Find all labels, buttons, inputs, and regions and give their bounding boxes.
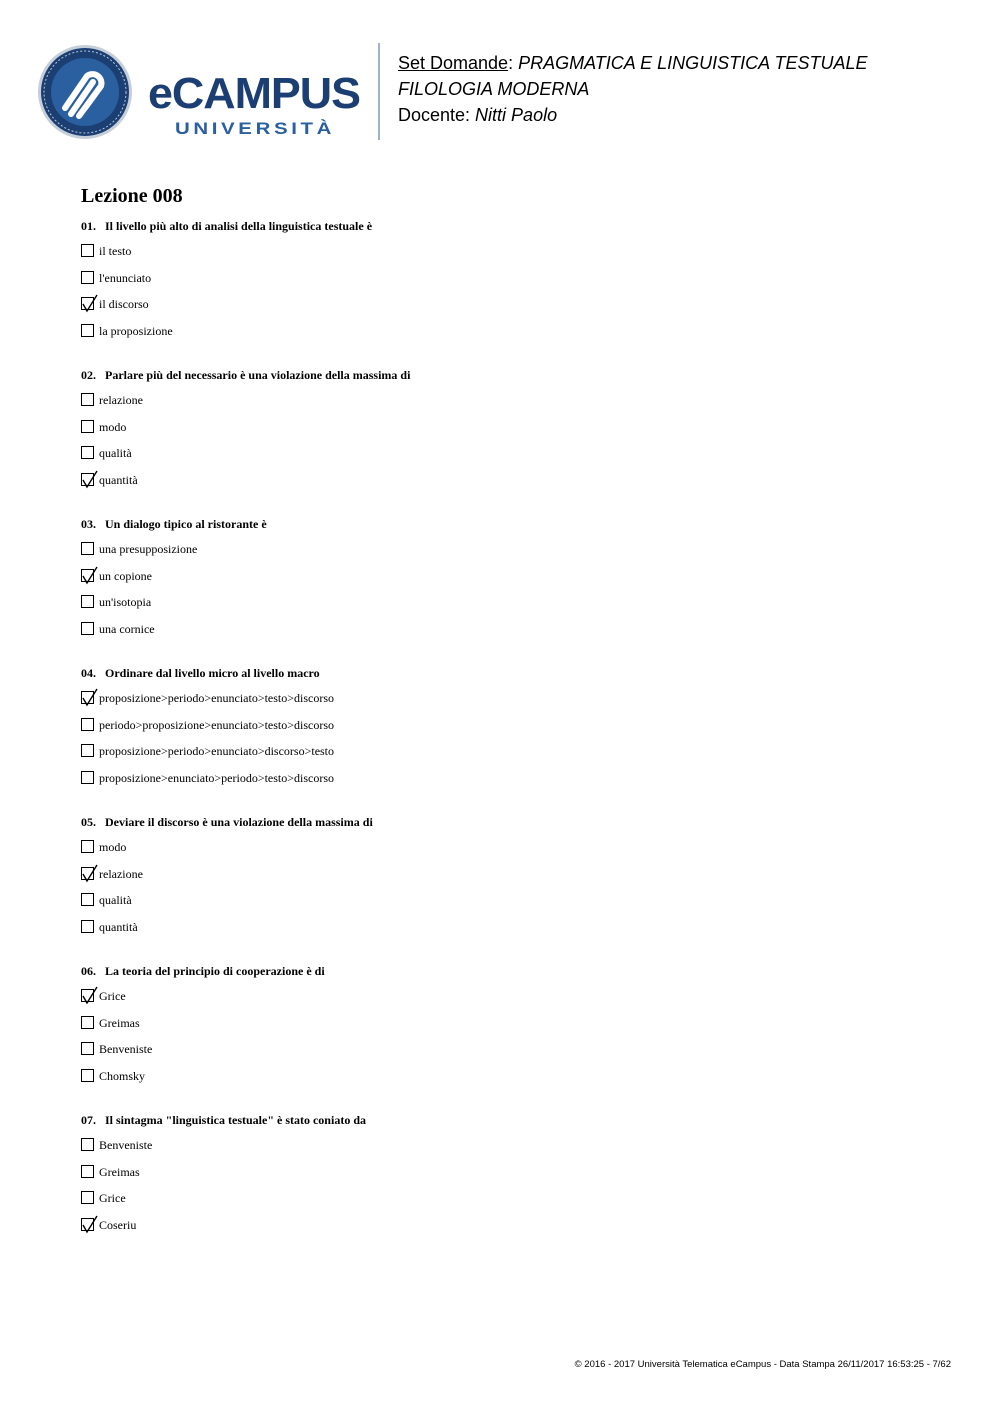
answer-option[interactable]	[81, 1068, 941, 1095]
answer-option[interactable]	[81, 690, 941, 717]
checkbox[interactable]	[81, 595, 94, 608]
course-title: PRAGMATICA E LINGUISTICA TESTUALE	[518, 53, 868, 73]
course-info	[398, 50, 868, 128]
set-label: Set Domande	[398, 53, 509, 73]
checkbox[interactable]	[81, 542, 94, 555]
question-number: 05.	[81, 815, 96, 829]
check-mark-icon	[81, 986, 99, 1004]
question-text	[81, 1112, 941, 1128]
option-label: Chomsky	[99, 1068, 146, 1083]
answer-option[interactable]	[81, 1164, 941, 1191]
question-number: 06.	[81, 964, 96, 978]
checkbox[interactable]	[81, 920, 94, 933]
header-divider	[378, 43, 380, 140]
check-mark-icon	[81, 1215, 99, 1233]
option-label: un'isotopia	[99, 595, 152, 609]
checkbox-checked[interactable]	[81, 691, 94, 704]
question-text	[81, 963, 941, 979]
question-text	[81, 367, 941, 383]
option-label: Greimas	[99, 1164, 140, 1179]
question-prompt: Deviare il discorso è una violazione della massima di	[105, 815, 373, 829]
question-number: 04.	[81, 666, 96, 680]
checkbox[interactable]	[81, 393, 94, 406]
checkbox-checked[interactable]	[81, 989, 94, 1002]
answer-option[interactable]	[81, 1137, 941, 1164]
option-label: periodo>proposizione>enunciato>testo>discorso	[99, 717, 335, 732]
question-prompt: Il livello più alto di analisi della linguistica testuale è	[105, 219, 373, 233]
question	[81, 814, 941, 945]
option-label: proposizione>periodo>enunciato>discorso>testo	[99, 744, 335, 758]
option-label: il testo	[99, 244, 132, 258]
checkbox[interactable]	[81, 420, 94, 433]
question-prompt: La teoria del principio di cooperazione è di	[105, 964, 325, 978]
option-label: Benveniste	[99, 1042, 153, 1056]
option-label: qualità	[99, 893, 132, 907]
set-separator: :	[508, 53, 519, 73]
option-label: relazione	[99, 866, 143, 881]
answer-option[interactable]	[81, 892, 941, 919]
check-mark-icon	[81, 470, 99, 488]
lesson-title: Lezione 008	[81, 185, 183, 207]
answer-option[interactable]	[81, 866, 941, 893]
option-label: proposizione>periodo>enunciato>testo>discorso	[99, 691, 335, 705]
check-mark-icon	[81, 864, 99, 882]
option-label: Greimas	[99, 1015, 140, 1030]
logo-subtitle: UNIVERSITÀ	[175, 119, 335, 138]
question-prompt: Il sintagma "linguistica testuale" è stato coniato da	[105, 1113, 366, 1127]
page-header	[0, 0, 1000, 160]
option-label: Coseriu	[99, 1217, 137, 1232]
question	[81, 516, 941, 647]
answer-option[interactable]	[81, 717, 941, 744]
option-label: relazione	[99, 393, 143, 407]
question-list	[81, 218, 941, 1261]
answer-option[interactable]	[81, 243, 941, 270]
check-mark-icon	[81, 566, 99, 584]
answer-option[interactable]	[81, 839, 941, 866]
checkbox-checked[interactable]	[81, 569, 94, 582]
question-number: 01.	[81, 219, 96, 233]
answer-option[interactable]	[81, 988, 941, 1015]
option-label: Grice	[99, 989, 126, 1003]
question	[81, 1112, 941, 1243]
option-label: modo	[99, 419, 127, 434]
option-label: una cornice	[99, 621, 155, 636]
answer-option[interactable]	[81, 568, 941, 595]
answer-option[interactable]	[81, 392, 941, 419]
question	[81, 963, 941, 1094]
answer-option[interactable]	[81, 919, 941, 946]
answer-option[interactable]	[81, 296, 941, 323]
logo-wordmark: eCAMPUS	[148, 69, 360, 118]
question	[81, 218, 941, 349]
option-label: la proposizione	[99, 323, 173, 338]
checkbox[interactable]	[81, 622, 94, 635]
option-label: un copione	[99, 568, 152, 583]
answer-option[interactable]	[81, 541, 941, 568]
teacher-label: Docente:	[398, 105, 476, 125]
answer-option[interactable]	[81, 323, 941, 350]
answer-option[interactable]	[81, 770, 941, 797]
answer-option[interactable]	[81, 1217, 941, 1244]
option-label: Grice	[99, 1191, 126, 1205]
question	[81, 367, 941, 498]
answer-option[interactable]	[81, 445, 941, 472]
answer-option[interactable]	[81, 1015, 941, 1042]
answer-option[interactable]	[81, 270, 941, 297]
answer-option[interactable]	[81, 743, 941, 770]
option-label: Benveniste	[99, 1138, 153, 1152]
answer-option[interactable]	[81, 621, 941, 648]
question	[81, 665, 941, 796]
checkbox[interactable]	[81, 718, 94, 731]
ecampus-logo	[35, 42, 365, 142]
question-text	[81, 218, 941, 234]
answer-option[interactable]	[81, 594, 941, 621]
answer-option[interactable]	[81, 1190, 941, 1217]
checkbox[interactable]	[81, 893, 94, 906]
question-number: 02.	[81, 368, 96, 382]
page-footer: © 2016 - 2017 Università Telematica eCampus - Data Stampa 26/11/2017 16:53:25 - 7/62	[574, 1359, 951, 1370]
checkbox[interactable]	[81, 324, 94, 337]
checkbox[interactable]	[81, 744, 94, 757]
checkbox[interactable]	[81, 271, 94, 284]
checkbox[interactable]	[81, 1016, 94, 1029]
question-prompt: Ordinare dal livello micro al livello macro	[105, 666, 320, 680]
course-subtitle: FILOLOGIA MODERNA	[398, 79, 590, 99]
check-mark-icon	[81, 688, 99, 706]
checkbox[interactable]	[81, 1042, 94, 1055]
checkbox-checked[interactable]	[81, 867, 94, 880]
question-number: 07.	[81, 1113, 96, 1127]
checkbox[interactable]	[81, 1191, 94, 1204]
checkbox[interactable]	[81, 1165, 94, 1178]
question-prompt: Parlare più del necessario è una violazione della massima di	[105, 368, 411, 382]
checkbox[interactable]	[81, 1069, 94, 1082]
option-label: l'enunciato	[99, 270, 152, 285]
question-text	[81, 516, 941, 532]
option-label: quantità	[99, 472, 138, 487]
checkbox-checked[interactable]	[81, 1218, 94, 1231]
check-mark-icon	[81, 294, 99, 312]
option-label: quantità	[99, 919, 138, 934]
option-label: qualità	[99, 446, 132, 460]
teacher-name: Nitti Paolo	[475, 105, 558, 125]
option-label: una presupposizione	[99, 542, 198, 556]
checkbox[interactable]	[81, 771, 94, 784]
checkbox-checked[interactable]	[81, 473, 94, 486]
checkbox[interactable]	[81, 840, 94, 853]
question-prompt: Un dialogo tipico al ristorante è	[105, 517, 267, 531]
option-label: modo	[99, 840, 127, 854]
answer-option[interactable]	[81, 472, 941, 499]
checkbox[interactable]	[81, 1138, 94, 1151]
checkbox[interactable]	[81, 244, 94, 257]
question-text	[81, 814, 941, 830]
option-label: il discorso	[99, 297, 149, 311]
checkbox[interactable]	[81, 446, 94, 459]
checkbox-checked[interactable]	[81, 297, 94, 310]
answer-option[interactable]	[81, 419, 941, 446]
question-text	[81, 665, 941, 681]
question-number: 03.	[81, 517, 96, 531]
option-label: proposizione>enunciato>periodo>testo>discorso	[99, 770, 335, 785]
answer-option[interactable]	[81, 1041, 941, 1068]
